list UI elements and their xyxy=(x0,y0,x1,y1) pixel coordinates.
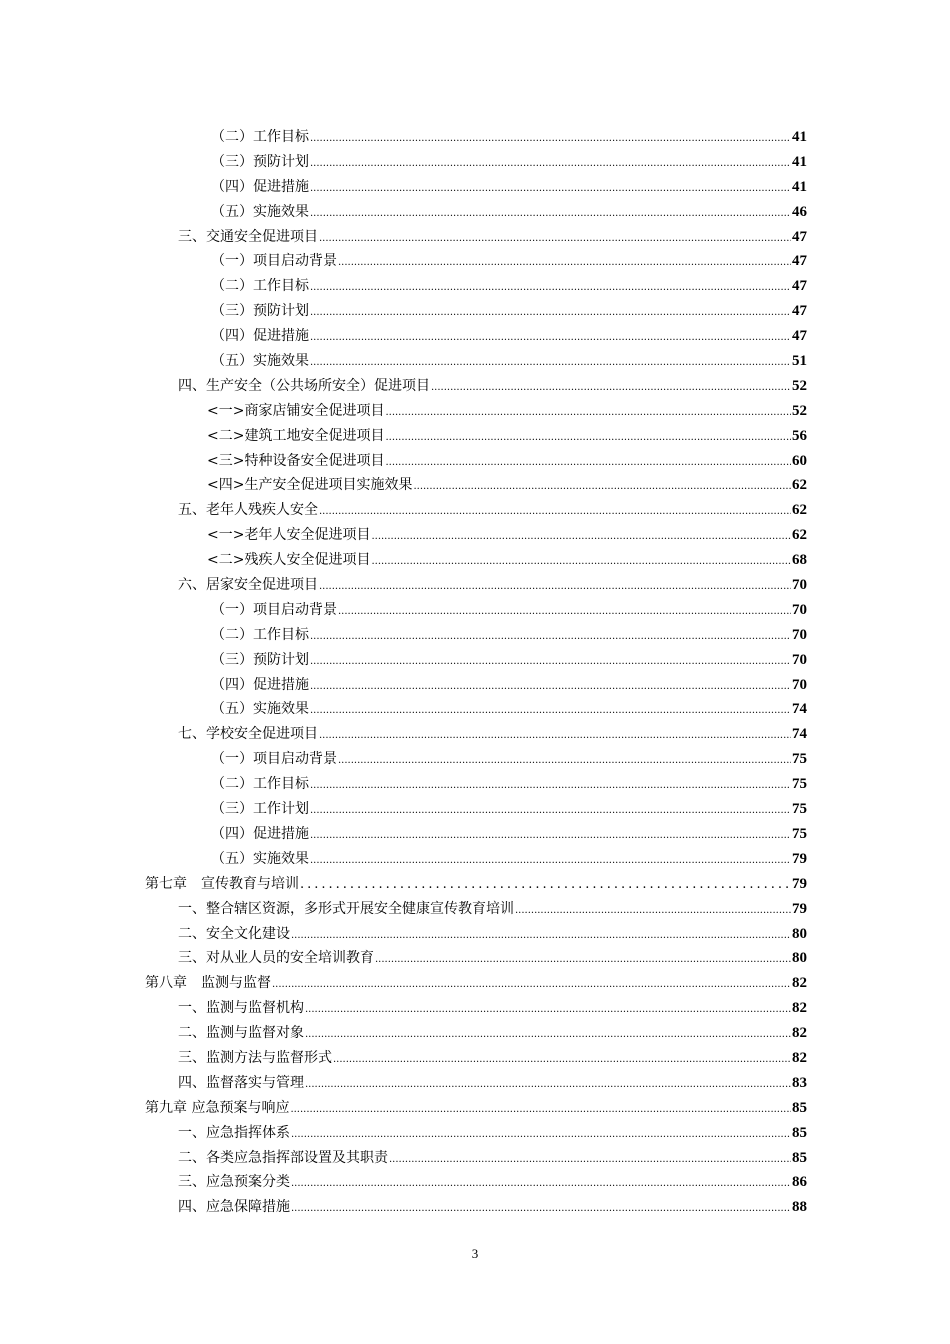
toc-entry[interactable] xyxy=(145,1121,807,1146)
toc-entry[interactable] xyxy=(145,200,807,225)
toc-entry-title: （二）工作目标 xyxy=(211,626,309,643)
toc-entry-page: 52 xyxy=(792,377,807,394)
toc-entry-title: （一）项目启动背景 xyxy=(211,601,337,618)
toc-dot-leader xyxy=(310,774,791,799)
toc-dot-leader xyxy=(319,575,791,600)
toc-entry-title: <二>建筑工地安全促进项目 xyxy=(207,427,385,444)
toc-entry[interactable] xyxy=(145,249,807,274)
toc-entry-page: 52 xyxy=(792,402,807,419)
toc-entry-page: 85 xyxy=(792,1124,807,1141)
toc-entry[interactable] xyxy=(145,623,807,648)
toc-entry[interactable] xyxy=(145,1170,807,1195)
toc-entry[interactable] xyxy=(145,722,807,747)
toc-dot-leader xyxy=(333,1048,791,1073)
toc-entry-title: 六、居家安全促进项目 xyxy=(178,577,318,594)
toc-entry-page: 82 xyxy=(792,975,807,992)
toc-entry-page: 70 xyxy=(792,676,807,693)
toc-entry-title: （五）实施效果 xyxy=(211,353,309,370)
toc-entry-title: （五）实施效果 xyxy=(211,203,309,220)
toc-entry-page: 79 xyxy=(792,875,807,892)
toc-entry[interactable] xyxy=(145,473,807,498)
toc-entry-title: （五）实施效果 xyxy=(211,701,309,718)
toc-entry[interactable] xyxy=(145,1195,807,1220)
toc-entry-title: 第九章 应急预案与响应 xyxy=(145,1099,290,1116)
toc-entry-title: 四、生产安全（公共场所安全）促进项目 xyxy=(178,377,430,394)
toc-entry[interactable] xyxy=(145,1146,807,1171)
toc-dot-leader xyxy=(305,1073,791,1098)
toc-entry-page: 70 xyxy=(792,577,807,594)
toc-entry-page: 80 xyxy=(792,925,807,942)
toc-entry-title: （一）项目启动背景 xyxy=(211,751,337,768)
toc-dot-leader xyxy=(310,699,791,724)
toc-dot-leader xyxy=(371,525,791,550)
toc-entry[interactable] xyxy=(145,548,807,573)
toc-dot-leader xyxy=(338,600,791,625)
toc-entry[interactable] xyxy=(145,747,807,772)
toc-entry[interactable] xyxy=(145,697,807,722)
toc-entry-title: （四）促进措施 xyxy=(211,328,309,345)
toc-dot-leader xyxy=(385,451,791,476)
toc-entry[interactable] xyxy=(145,150,807,175)
toc-dot-leader xyxy=(290,1098,791,1123)
toc-dot-leader xyxy=(310,799,791,824)
toc-dot-leader xyxy=(371,550,791,575)
toc-entry-title: 二、安全文化建设 xyxy=(178,925,290,942)
toc-entry[interactable] xyxy=(145,897,807,922)
toc-entry[interactable] xyxy=(145,996,807,1021)
toc-entry[interactable] xyxy=(145,1071,807,1096)
toc-entry[interactable] xyxy=(145,274,807,299)
toc-entry-page: 79 xyxy=(792,900,807,917)
toc-entry-title: （四）促进措施 xyxy=(211,178,309,195)
toc-entry-title: 二、监测与监督对象 xyxy=(178,1025,304,1042)
toc-entry[interactable] xyxy=(145,922,807,947)
toc-entry-title: 四、监督落实与管理 xyxy=(178,1074,304,1091)
toc-dot-leader xyxy=(310,127,791,152)
toc-dot-leader xyxy=(338,749,791,774)
toc-entry[interactable] xyxy=(145,299,807,324)
toc-dot-leader xyxy=(310,824,791,849)
toc-entry[interactable] xyxy=(145,772,807,797)
toc-dot-leader xyxy=(310,650,791,675)
toc-entry-page: 74 xyxy=(792,701,807,718)
toc-entry-title: 三、应急预案分类 xyxy=(178,1174,290,1191)
toc-dot-leader xyxy=(310,152,791,177)
toc-entry-title: <二>残疾人安全促进项目 xyxy=(207,552,371,569)
toc-dot-leader xyxy=(310,202,791,227)
toc-entry-page: 41 xyxy=(792,153,807,170)
toc-entry-title: （五）实施效果 xyxy=(211,850,309,867)
toc-entry[interactable] xyxy=(145,946,807,971)
toc-entry[interactable] xyxy=(145,673,807,698)
toc-entry-title: 第七章 宣传教育与培训 xyxy=(145,875,299,892)
toc-entry[interactable] xyxy=(145,847,807,872)
toc-dot-leader xyxy=(319,227,791,252)
toc-entry-title: （三）预防计划 xyxy=(211,153,309,170)
toc-dot-leader xyxy=(375,948,791,973)
toc-entry[interactable] xyxy=(145,523,807,548)
toc-entry-title: （四）促进措施 xyxy=(211,825,309,842)
toc-entry-title: （三）预防计划 xyxy=(211,303,309,320)
toc-entry[interactable] xyxy=(145,424,807,449)
toc-entry-page: 75 xyxy=(792,801,807,818)
toc-dot-leader xyxy=(310,849,791,874)
toc-entry-page: 41 xyxy=(792,178,807,195)
toc-entry-page: 62 xyxy=(792,502,807,519)
toc-entry-page: 47 xyxy=(792,278,807,295)
toc-dot-leader xyxy=(305,998,791,1023)
toc-dot-leader xyxy=(310,301,791,326)
toc-dot-leader xyxy=(385,426,791,451)
toc-dot-leader xyxy=(272,973,791,998)
toc-entry-page: 82 xyxy=(792,1025,807,1042)
toc-entry[interactable] xyxy=(145,125,807,150)
toc-entry-title: <四>生产安全促进项目实施效果 xyxy=(207,477,413,494)
toc-entry-page: 41 xyxy=(792,129,807,145)
toc-entry[interactable] xyxy=(145,872,807,897)
toc-entry[interactable] xyxy=(145,225,807,250)
toc-dot-leader xyxy=(310,177,791,202)
toc-entry-page: 46 xyxy=(792,203,807,220)
toc-entry-title: （二）工作目标 xyxy=(211,129,309,145)
toc-dot-leader xyxy=(310,625,791,650)
toc-entry-title: 四、应急保障措施 xyxy=(178,1199,290,1216)
toc-entry-title: 一、监测与监督机构 xyxy=(178,1000,304,1017)
toc-entry-page: 88 xyxy=(792,1199,807,1216)
toc-dot-leader xyxy=(291,924,791,949)
toc-entry-page: 79 xyxy=(792,850,807,867)
toc-entry-page: 60 xyxy=(792,452,807,469)
toc-entry-page: 85 xyxy=(792,1149,807,1166)
toc-entry-page: 82 xyxy=(792,1049,807,1066)
toc-entry-title: 三、对从业人员的安全培训教育 xyxy=(178,950,374,967)
toc-dot-leader xyxy=(319,500,791,525)
toc-entry-title: 第八章 监测与监督 xyxy=(145,975,271,992)
toc-entry-title: <三>特种设备安全促进项目 xyxy=(207,452,385,469)
toc-entry-page: 62 xyxy=(792,527,807,544)
toc-entry-title: <一>老年人安全促进项目 xyxy=(207,527,371,544)
toc-entry-page: 70 xyxy=(792,601,807,618)
toc-entry-page: 62 xyxy=(792,477,807,494)
toc-entry-title: （三）工作计划 xyxy=(211,801,309,818)
toc-entry[interactable] xyxy=(145,971,807,996)
toc-dot-leader xyxy=(310,351,791,376)
toc-entry-title: 三、监测方法与监督形式 xyxy=(178,1049,332,1066)
toc-entry[interactable] xyxy=(145,175,807,200)
toc-dot-leader xyxy=(310,276,791,301)
toc-entry-page: 75 xyxy=(792,776,807,793)
toc-dot-leader xyxy=(310,675,791,700)
toc-entry[interactable] xyxy=(145,374,807,399)
toc-entry-page: 82 xyxy=(792,1000,807,1017)
toc-entry-title: 五、老年人残疾人安全 xyxy=(178,502,318,519)
table-of-contents xyxy=(145,125,807,1220)
toc-entry-title: （四）促进措施 xyxy=(211,676,309,693)
toc-entry-title: <一>商家店铺安全促进项目 xyxy=(207,402,385,419)
page-number: 3 xyxy=(471,1246,479,1261)
toc-entry[interactable] xyxy=(145,498,807,523)
toc-entry-page: 51 xyxy=(792,353,807,370)
toc-entry-title: 一、整合辖区资源，多形式开展安全健康宣传教育培训 xyxy=(178,900,514,917)
toc-entry-page: 80 xyxy=(792,950,807,967)
toc-entry-page: 75 xyxy=(792,751,807,768)
toc-dot-leader xyxy=(319,724,791,749)
toc-entry-page: 68 xyxy=(792,552,807,569)
toc-dot-leader xyxy=(431,376,791,401)
toc-dot-leader xyxy=(515,899,791,924)
toc-entry-page: 75 xyxy=(792,825,807,842)
toc-entry[interactable] xyxy=(145,1096,807,1121)
toc-dot-leader xyxy=(385,401,791,426)
toc-entry[interactable] xyxy=(145,349,807,374)
toc-entry-page: 56 xyxy=(792,427,807,444)
toc-entry-page: 74 xyxy=(792,726,807,743)
toc-entry-page: 47 xyxy=(792,228,807,245)
toc-entry[interactable] xyxy=(145,399,807,424)
toc-entry[interactable] xyxy=(145,324,807,349)
toc-entry-title: 一、应急指挥体系 xyxy=(178,1124,290,1141)
toc-entry-title: （二）工作目标 xyxy=(211,776,309,793)
toc-entry[interactable] xyxy=(145,1046,807,1071)
toc-entry[interactable] xyxy=(145,648,807,673)
toc-entry[interactable] xyxy=(145,797,807,822)
toc-dot-leader xyxy=(338,251,791,276)
toc-entry-title: （一）项目启动背景 xyxy=(211,253,337,270)
toc-entry-title: （二）工作目标 xyxy=(211,278,309,295)
toc-dot-leader xyxy=(389,1148,791,1173)
toc-dot-leader xyxy=(291,1172,791,1197)
toc-entry-page: 47 xyxy=(792,253,807,270)
toc-entry[interactable] xyxy=(145,822,807,847)
toc-dot-leader xyxy=(310,326,791,351)
toc-entry-title: 三、交通安全促进项目 xyxy=(178,228,318,245)
toc-entry-title: 七、学校安全促进项目 xyxy=(178,726,318,743)
toc-entry[interactable] xyxy=(145,598,807,623)
toc-entry-title: （三）预防计划 xyxy=(211,651,309,668)
toc-dot-leader xyxy=(300,873,791,898)
toc-dot-leader xyxy=(305,1023,791,1048)
toc-dot-leader xyxy=(291,1123,791,1148)
toc-entry-page: 86 xyxy=(792,1174,807,1191)
toc-entry-page: 70 xyxy=(792,626,807,643)
toc-entry[interactable] xyxy=(145,449,807,474)
toc-entry-page: 47 xyxy=(792,303,807,320)
toc-entry-page: 83 xyxy=(792,1074,807,1091)
toc-entry[interactable] xyxy=(145,573,807,598)
toc-dot-leader xyxy=(291,1197,791,1222)
toc-entry-page: 85 xyxy=(792,1099,807,1116)
toc-dot-leader xyxy=(413,475,791,500)
toc-entry-page: 70 xyxy=(792,651,807,668)
toc-entry-page: 47 xyxy=(792,328,807,345)
toc-entry[interactable] xyxy=(145,1021,807,1046)
toc-entry-title: 二、各类应急指挥部设置及其职责 xyxy=(178,1149,388,1166)
